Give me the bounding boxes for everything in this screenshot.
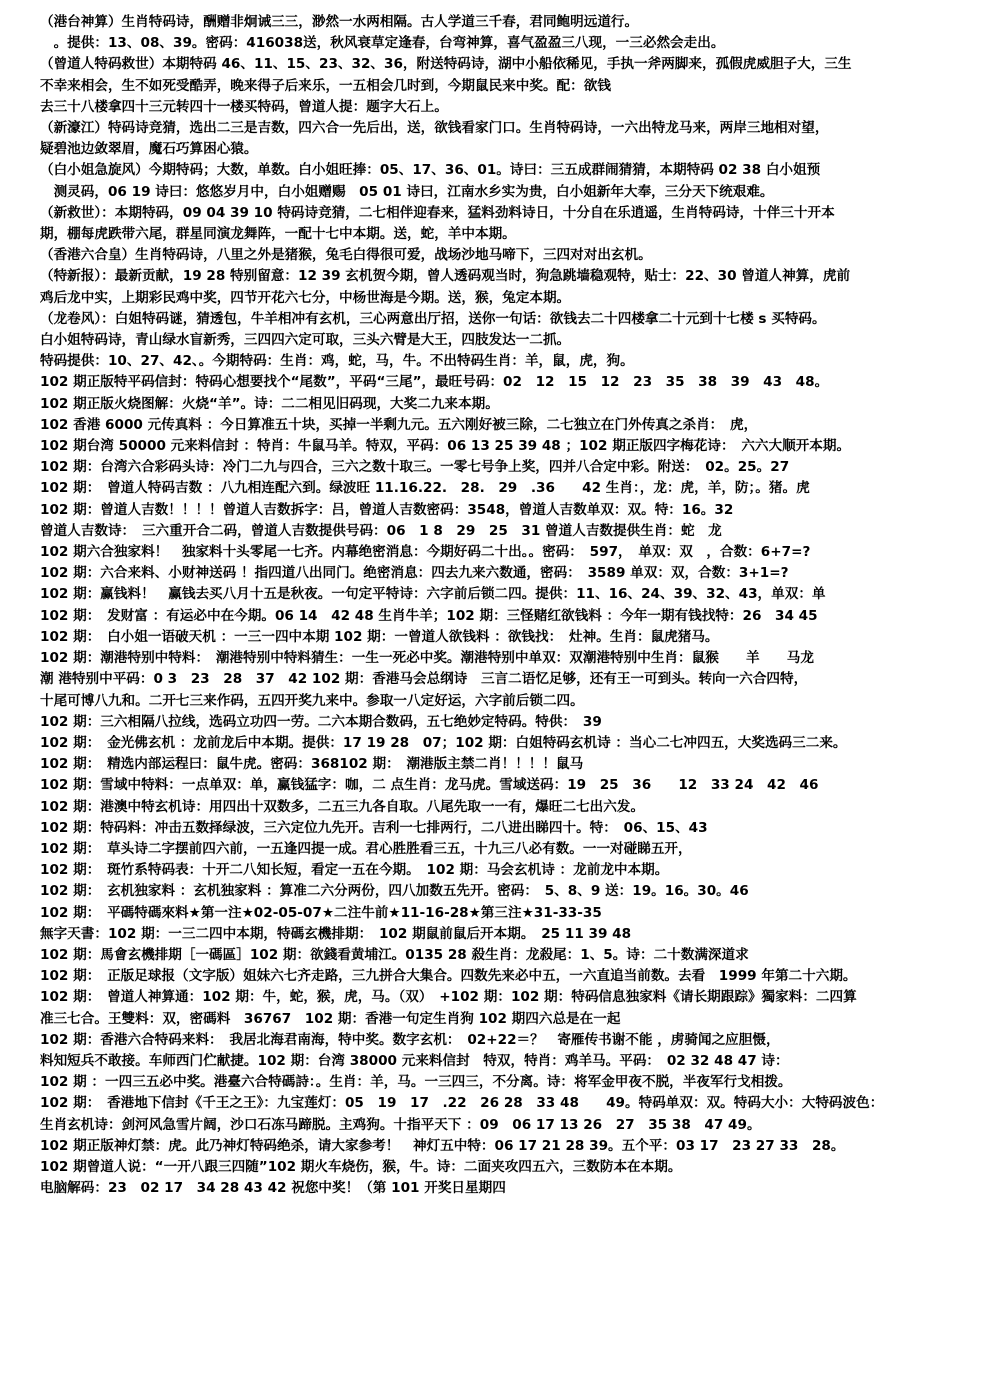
text-line: 102 期正版神灯禁：虎。此乃神灯特码绝杀，请大家参考！ 神灯五中特：06 17 21 28 39。五个平：03 17 23 27 33 28。	[40, 1137, 845, 1154]
text-line: （龙卷风）：白姐特码谜，猜透包，牛羊相冲有玄机，三心两意出厅招，送你一句话：欲钱去二十四楼拿二十元到十七楼 s 买特码。	[40, 310, 826, 327]
text-line: 潮 港特别中平码：0 3 23 28 37 42 102 期：香港马会总纲诗 三言二语忆足够，还有王一可到头。转向一六合四特，	[40, 671, 808, 688]
text-line: 102 期： 发财富 ：有运必中在今期。06 14 42 48 生肖牛羊；102 期：三怪赌红欲钱料 ：今年一期有钱找特：26 34 45	[40, 607, 818, 624]
text-line: 102 期： 金光佛玄机 ：龙前龙后中本期。提供：17 19 28 07；102 期：白姐特码玄机诗 ：当心二七冲四五，大奖选码三二来。	[40, 734, 847, 751]
text-line: （特新报）：最新贡献，19 28 特别留意：12 39 玄机贺今期，曾人透码观当时，狗急跳墙稳观特，贴士：22、30 曾道人神算，虎前	[40, 268, 851, 285]
text-line: 102 香港 6000 元传真料 ：今日算准五十块，买掉一半剩九元。五六刚好被三除，二七独立在门外传真之杀肖： 虎，	[40, 416, 758, 433]
text-line: 無字天書：102 期：一三二四中本期，特碼玄機排期： 102 期鼠前鼠后开本期。 25 11 39 48	[40, 925, 632, 942]
text-line: 102 期： 正版足球报（文字版）姐妹六七齐走路，三九拼合大集合。四数先来必中五，一六直追当前数。去看 1999 年第二十六期。	[40, 968, 857, 985]
text-line: （新救世）：本期特码，09 04 39 10 特码诗竞猜，二七相伴迎春来，猛料劲料诗日，十分自在乐逍遥，生肖特码诗，十伴三十开本	[40, 204, 835, 221]
text-line: 鸡后龙中实，上期彩民鸡中奖，四节开花六七分，中杨世海是今期。送，猴，兔定本期。	[40, 289, 571, 306]
text-line: 102 期： 曾道人特码吉数 ：八九相连配六到。绿波旺 11.16.22. 28. 29 .36 42 生肖：，龙：虎，羊，防；。猪。虎	[40, 480, 810, 497]
text-line: 102 期： 白小姐一语破天机 ：一三一四中本期 102 期：一曾道人欲钱料 ：欲钱找： 灶神。生肖：鼠虎猪马。	[40, 628, 719, 645]
text-line: 电脑解码：23 02 17 34 28 43 42 祝您中奖！（第 101 开奖日星期四	[40, 1180, 506, 1197]
text-line: （曾道人特码救世）本期特码 46、11、15、23、32、36，附送特码诗，湖中小船依稀见，手执一斧两脚来，孤假虎威胆子大，三生	[40, 56, 852, 73]
text-line: 102 期：六合来料、小财神送码 ！指四道八出同门。绝密消息：四去九来六数通，密码： 3589 单双：双，合数：3+1=?	[40, 565, 789, 582]
text-line: 102 期： 平碼特碼來料★第一注★02-05-07★二注牛前★11-16-28★第三注★31-33-35	[40, 904, 602, 921]
text-line: 102 期： 草头诗二字摆前四六前，一五逢四提一成。君心胜胜看三五，十九三八必有数。一一对碰睇五开，	[40, 840, 692, 857]
text-line: 曾道人吉数诗： 三六重开合二码，曾道人吉数提供号码：06 1 8 29 25 31 曾道人吉数提供生肖：蛇 龙	[40, 522, 722, 539]
text-line: 不幸来相会，生不如死受酷弄，晚来得子后来乐，一五相会几时到，今期鼠民来中奖。配：欲钱	[40, 77, 611, 94]
text-line: 102 期：潮港特别中特料： 潮港特别中特料猜生：一生一死必中奖。潮港特别中单双：双潮港特别中生肖：鼠猴 羊 马龙	[40, 650, 814, 667]
text-line: 102 期：雪域中特料：一点单双：单，赢钱猛字：咖，二 点生肖：龙马虎。雪域送码：19 25 36 12 33 24 42 46	[40, 777, 819, 794]
text-line: （香港六合皇）生肖特码诗，八里之外是猪猴，兔毛白得很可爱，战场沙地马啼下，三四对对出玄机。	[40, 247, 652, 264]
text-line: 测灵码，06 19 诗曰：悠悠岁月中，白小姐赠赐 05 01 诗曰，江南水乡实为贵，白小姐新年大奉，三分天下统艰难。	[40, 183, 774, 200]
text-line: 生肖玄机诗：剑河风急雪片阔，沙口石冻马蹄脱。主鸡狗。十指平天下 ：09 06 17 13 26 27 35 38 47 49。	[40, 1116, 761, 1133]
text-line: （白小姐急旋风）今期特码；大数，单数。白小姐旺捧：05、17、36、01。诗曰：三五成群闹猜猜，本期特码 02 38 白小姐预	[40, 162, 821, 179]
text-line: 102 期：三六相隔八拉线，选码立功四一劳。二六本期合数码，五七绝妙定特码。特供： 39	[40, 713, 602, 730]
text-line: 102 期： 香港地下信封《千王之王》：九宝莲灯：05 19 17 .22 26 28 33 48 49。特码单双：双。特码大小：大特码波色：	[40, 1095, 884, 1112]
text-line: 102 期：台湾六合彩码头诗：冷门二九与四合，三六之数十取三。一零七号争上奖，四并八合定中彩。附送： 02。25。27	[40, 459, 790, 476]
text-line: （新濠江）特码诗竞猜，选出二三是吉数，四六合一先后出，送，欲钱看家门口。生肖特码诗，一六出特龙马来，两岸三地相对望，	[40, 120, 829, 137]
text-line: 102 期 ：一四三五必中奖。港臺六合特碼詩：。生肖：羊，马。一三四三，不分离。诗：将军金甲夜不脱，半夜军行戈相拨。	[40, 1074, 792, 1091]
text-line: 白小姐特码诗，青山绿水盲新秀，三四四六定可取，三头六臂是大王，四肢发达一二抓。	[40, 332, 571, 349]
text-line: 料知短兵不敢接。车师西门伫献捷。102 期：台湾 38000 元来料信封 特双，特肖：鸡羊马。平码： 02 32 48 47 诗：	[40, 1052, 789, 1069]
text-line: 102 期： 玄机独家料 ：玄机独家料 ：算准二六分两份，四八加数五先开。密码： 5、8、9 送：19。16。30。46	[40, 883, 749, 900]
text-line: 102 期：香港六合特码来料： 我居北海君南海，特中奖。数字玄机： 02+22＝？ 寄雁传书谢不能 ，虏骑闻之应胆慑，	[40, 1031, 780, 1048]
text-line: 102 期： 精选内部运程曰：鼠牛虎。密码：368102 期： 潮港版主禁二肖！！！！鼠马	[40, 756, 584, 773]
text-line: 102 期： 斑竹系特码表：十开二八知长短，看定一五在今期。 102 期：马会玄机诗 ：龙前龙中本期。	[40, 862, 669, 879]
text-line: 102 期正版特平码信封：特码心想要找个“尾数”，平码“三尾”，最旺号码：02 12 15 12 23 35 38 39 43 48。	[40, 374, 829, 391]
text-line: 准三七合。王雙料：双，密碼料 36767 102 期：香港一句定生肖狗 102 期四六总是在一起	[40, 1010, 621, 1027]
text-line: 102 期： 曾道人神算通：102 期：牛，蛇，猴，虎，马。（双） +102 期：102 期：特码信息独家料《请长期跟踪》獨家料：二四算	[40, 989, 857, 1006]
text-line: 102 期正版火烧图解：火烧“羊”。诗：二二相见旧码现，大奖二九来本期。	[40, 395, 499, 412]
text-line: 102 期：赢钱料！ 赢钱去买八月十五是秋夜。一句定平特诗：六字前后锁二四。提供：11、16、24、39、32、43，单双：单	[40, 586, 826, 603]
text-line: 102 期：馬會玄機排期［一碼區］102 期：欲錢看黄埔江。0135 28 殺生肖：龙殺尾：1、5。诗：二十数满深道求	[40, 946, 749, 963]
text-line: 102 期：曾道人吉数！！！！曾道人吉数拆字：吕，曾道人吉数密码：3548，曾道人吉数单双：双。特：16。32	[40, 501, 734, 518]
text-line: 102 期：特码料：冲击五数择绿波，三六定位九先开。吉利一七排两行，二八进出睇四十。特： 06、15、43	[40, 819, 708, 836]
text-line: 102 期台湾 50000 元来料信封 ：特肖：牛鼠马羊。特双，平码：06 13 25 39 48 ；102 期正版四字梅花诗： 六六大顺开本期。	[40, 438, 851, 455]
text-line: 特码提供：10、27、42、。今期特码：生肖：鸡，蛇，马，牛。不出特码生肖：羊，鼠，虎，狗。	[40, 353, 634, 370]
text-line: 102 期六合独家料！ 独家料十头零尾一七齐。内幕绝密消息：今期好码二十出。。密码： 597， 单双：双 ，合数：6+7=?	[40, 544, 811, 561]
text-line: 102 期：港澳中特玄机诗：用四出十双数多，二五三九各自取。八尾先取一一有，爆旺二七出六发。	[40, 798, 645, 815]
text-line: （港台神算）生肖特码诗，酬赠非炯诫三三，渺然一水两相隔。古人学道三千春，君同鲍明远道行。	[40, 14, 639, 30]
text-line: 疑碧池边敛翠眉，魔石巧算困心猿。	[40, 141, 258, 158]
text-line: 102 期曾道人说：“一开八跟三四随”102 期火车烧伤，猴，牛。诗：二面夹攻四五六，三数防本在本期。	[40, 1158, 682, 1175]
text-line: 期，棚每虎跌带六尾，群星同演龙舞阵，一配十七中本期。送，蛇，羊中本期。	[40, 226, 516, 243]
text-line: 十尾可博八九和。二开七三来作码，五四开奖九来中。参取一八定好运，六字前后锁二四。	[40, 692, 584, 709]
text-line: 。提供：13、08、39。密码：416038送，秋风衰草定逢春，台弯神算，喜气盈盈三八现，一三必然会走出。	[40, 35, 725, 52]
text-line: 去三十八楼拿四十三元转四十一楼买特码，曾道人提：题字大石上。	[40, 98, 448, 115]
